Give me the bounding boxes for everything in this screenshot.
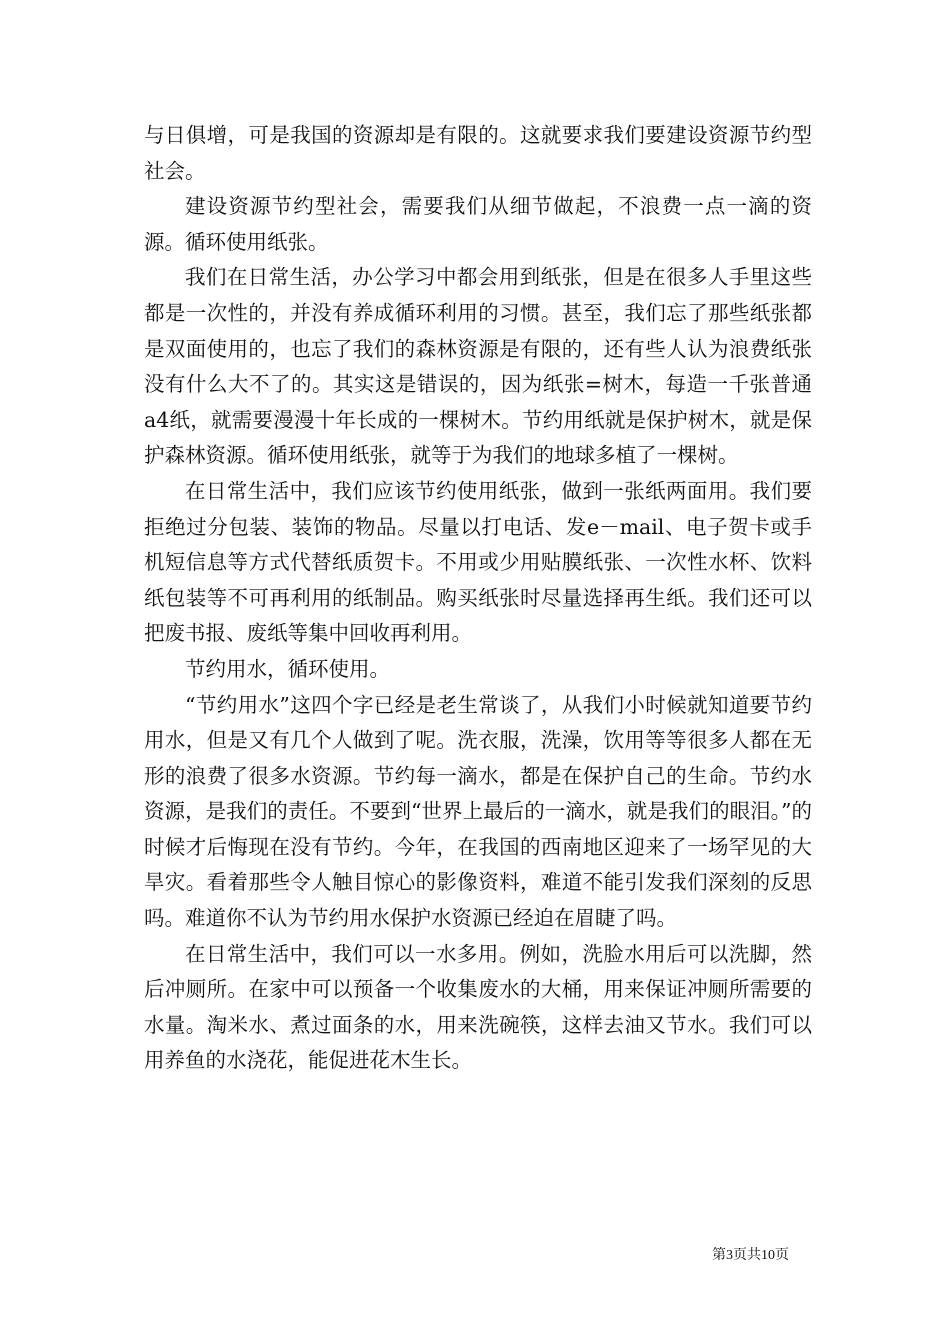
- body-text: [144, 118, 812, 1079]
- paragraph-paper-usage: 我们在日常生活，办公学习中都会用到纸张，但是在很多人手里这些都是一次性的，并没有养成循环利用的习惯。甚至，我们忘了那些纸张都是双面使用的，也忘了我们的森林资源是有限的，还有些人认为浪费纸张没有什么大不了的。其实这是错误的，因为纸张=树木，每造一千张普通a4纸，就需要漫漫十年长成的一棵树木。节约用纸就是保护树木，就是保护森林资源。循环使用纸张，就等于为我们的地球多植了一棵树。: [144, 265, 812, 468]
- paragraph-resource-saving: 建设资源节约型社会，需要我们从细节做起，不浪费一点一滴的资源。循环使用纸张。: [144, 194, 812, 254]
- paragraph-water-heading: 节约用水，循环使用。: [185, 656, 390, 681]
- paragraph-continuation: 与日俱增，可是我国的资源却是有限的。这就要求我们要建设资源节约型社会。: [144, 123, 812, 183]
- page-number: 第3页共10页: [712, 1248, 789, 1263]
- paragraph-water-saving: “节约用水”这四个字已经是老生常谈了，从我们小时候就知道要节约用水，但是又有几个人做到了呢。洗衣服，洗澡，饮用等等很多人都在无形的浪费了很多水资源。节约每一滴水，都是在保护自己的生命。节约水资源，是我们的责任。不要到“世界上最后的一滴水，就是我们的眼泪。”的时候才后悔现在没有节约。今年，在我国的西南地区迎来了一场罕见的大旱灾。看着那些令人触目惊心的影像资料，难道不能引发我们深刻的反思吗。难道你不认为节约用水保护水资源已经迫在眉睫了吗。: [144, 692, 812, 931]
- paragraph-paper-tips: 在日常生活中，我们应该节约使用纸张，做到一张纸两面用。我们要拒绝过分包装、装饰的物品。尽量以打电话、发e－mail、电子贺卡或手机短信息等方式代替纸质贺卡。不用或少用贴膜纸张、一次性水杯、饮料纸包装等不可再利用的纸制品。购买纸张时尽量选择再生纸。我们还可以把废书报、废纸等集中回收再利用。: [144, 478, 812, 646]
- paragraph-water-tips: 在日常生活中，我们可以一水多用。例如，洗脸水用后可以洗脚，然后冲厕所。在家中可以预备一个收集废水的大桶，用来保证冲厕所需要的水量。淘米水、煮过面条的水，用来洗碗筷，这样去油又节水。我们可以用养鱼的水浇花，能促进花木生长。: [144, 941, 812, 1073]
